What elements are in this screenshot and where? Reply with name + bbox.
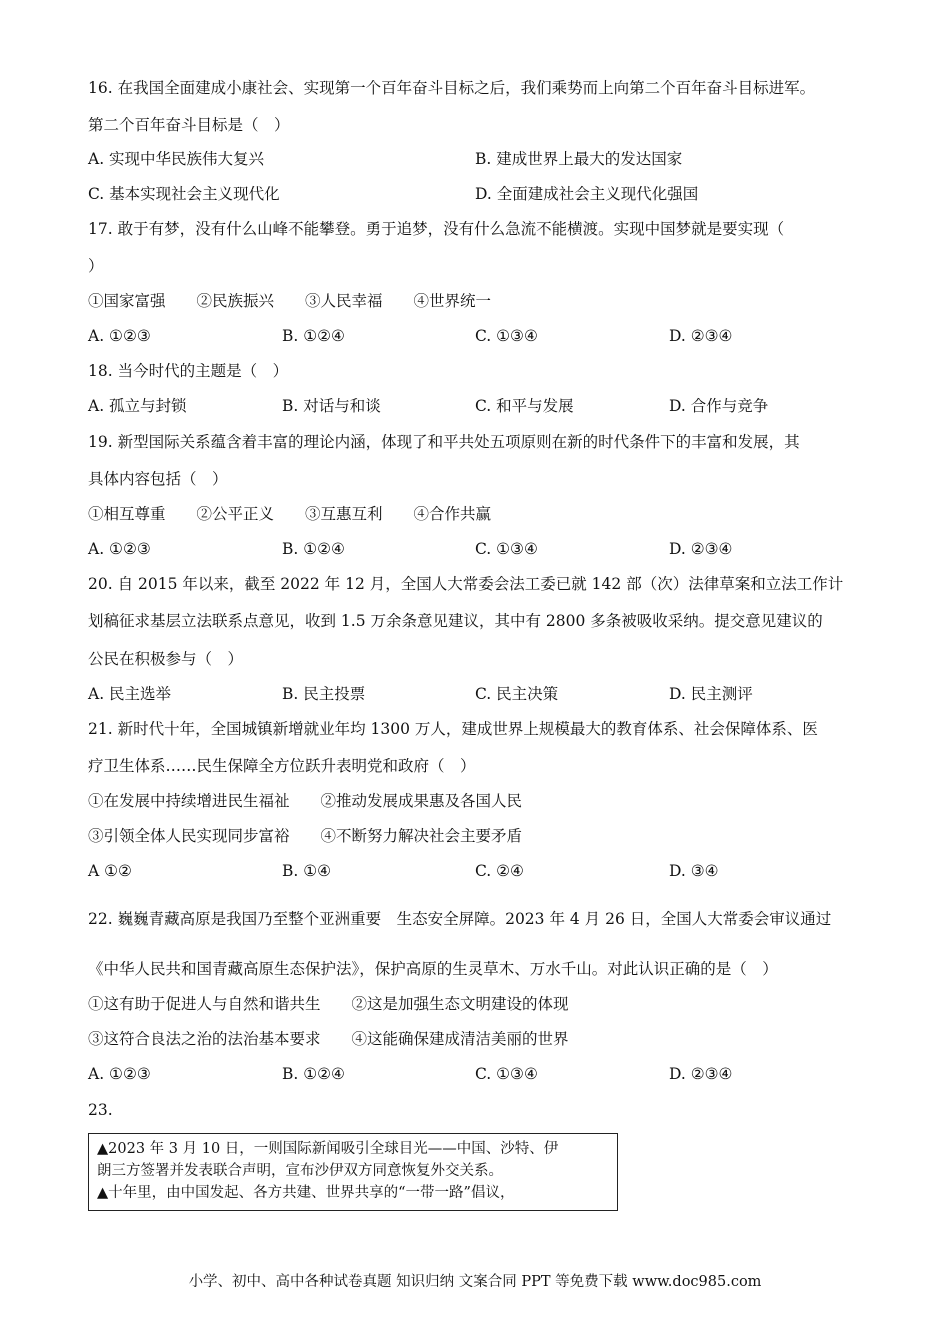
q22-option-d: D. ②③④ [669,1065,733,1083]
q19-option-b: B. ①②④ [282,540,345,558]
q22-stem-line-2: 《中华人民共和国青藏高原生态保护法》，保护高原的生灵草木、万水千山。对此认识正确的是（ ） [88,960,778,978]
q18-option-c: C. 和平与发展 [475,397,574,415]
q20-stem-line-2: 划稿征求基层立法联系点意见，收到 1.5 万余条意见建议，其中有 2800 多条被吸收采纳。提交意见建议的 [88,612,823,630]
q19-stem-line-1: 19. 新型国际关系蕴含着丰富的理论内涵，体现了和平共处五项原则在新的时代条件下的丰富和发展，其 [88,433,800,451]
q17-option-d: D. ②③④ [669,327,733,345]
q23-number: 23. [88,1101,113,1119]
q17-stem-line-1: 17. 敢于有梦，没有什么山峰不能攀登。勇于追梦，没有什么急流不能横渡。实现中国梦就是要实现（ [88,220,785,238]
q16-stem-line-1: 16. 在我国全面建成小康社会、实现第一个百年奋斗目标之后，我们乘势而上向第二个百年奋斗目标进军。 [88,79,816,97]
q21-option-c: C. ②④ [475,862,524,880]
q18-stem: 18. 当今时代的主题是（ ） [88,362,289,380]
q20-option-c: C. 民主决策 [475,685,559,703]
q22-option-c: C. ①③④ [475,1065,538,1083]
q19-option-c: C. ①③④ [475,540,538,558]
q16-stem-line-2: 第二个百年奋斗目标是（ ） [88,116,290,134]
q22-option-a: A. ①②③ [88,1065,151,1083]
q18-option-b: B. 对话与和谈 [282,397,381,415]
q20-stem-line-3: 公民在积极参与（ ） [88,650,244,668]
q17-choices: ①国家富强 ②民族振兴 ③人民幸福 ④世界统一 [88,292,492,310]
q21-stem-line-1: 21. 新时代十年，全国城镇新增就业年均 1300 万人，建成世界上规模最大的教育体系、社会保障体系、医 [88,720,818,738]
q21-stem-line-2: 疗卫生体系……民生保障全方位跃升表明党和政府（ ） [88,757,476,775]
q20-option-d: D. 民主测评 [669,685,753,703]
q22-choices-line-2: ③这符合良法之治的法治基本要求 ④这能确保建成清洁美丽的世界 [88,1030,569,1048]
q17-stem-line-2: ） [88,257,104,275]
q23-material-line-2: 朗三方签署并发表联合声明，宣布沙伊双方同意恢复外交关系。 [97,1163,503,1179]
q17-option-c: C. ①③④ [475,327,538,345]
q22-choices-line-1: ①这有助于促进人与自然和谐共生 ②这是加强生态文明建设的体现 [88,995,569,1013]
q21-choices-line-1: ①在发展中持续增进民生福祉 ②推动发展成果惠及各国人民 [88,792,523,810]
q19-choices: ①相互尊重 ②公平正义 ③互惠互利 ④合作共赢 [88,505,492,523]
q22-option-b: B. ①②④ [282,1065,345,1083]
q18-option-d: D. 合作与竞争 [669,397,769,415]
q20-option-a: A. 民主选举 [88,685,172,703]
page-footer: 小学、初中、高中各种试卷真题 知识归纳 文案合同 PPT 等免费下载 www.doc985.com [188,1274,762,1290]
q17-option-b: B. ①②④ [282,327,345,345]
q16-option-d: D. 全面建成社会主义现代化强国 [475,185,699,203]
q20-option-b: B. 民主投票 [282,685,366,703]
q16-option-b: B. 建成世界上最大的发达国家 [475,150,683,168]
q23-material-line-1: ▲2023 年 3 月 10 日，一则国际新闻吸引全球目光——中国、沙特、伊 [97,1141,559,1157]
q16-option-a: A. 实现中华民族伟大复兴 [88,150,265,168]
q21-option-b: B. ①④ [282,862,332,880]
q21-option-d: D. ③④ [669,862,719,880]
q19-option-d: D. ②③④ [669,540,733,558]
q21-choices-line-2: ③引领全体人民实现同步富裕 ④不断努力解决社会主要矛盾 [88,827,523,845]
q21-option-a: A ①② [88,862,132,880]
q20-stem-line-1: 20. 自 2015 年以来，截至 2022 年 12 月，全国人大常委会法工委已就 142 部（次）法律草案和立法工作计 [88,575,844,593]
q17-option-a: A. ①②③ [88,327,151,345]
q23-material-box [88,1133,618,1211]
q18-option-a: A. 孤立与封锁 [88,397,187,415]
q19-option-a: A. ①②③ [88,540,151,558]
q19-stem-line-2: 具体内容包括（ ） [88,470,228,488]
q22-stem-line-1: 22. 巍巍青藏高原是我国乃至整个亚洲重要 生态安全屏障。2023 年 4 月 26 日，全国人大常委会审议通过 [88,910,832,928]
q16-option-c: C. 基本实现社会主义现代化 [88,185,280,203]
q23-material-line-3: ▲十年里，由中国发起、各方共建、世界共享的“一带一路”倡议， [97,1185,515,1201]
